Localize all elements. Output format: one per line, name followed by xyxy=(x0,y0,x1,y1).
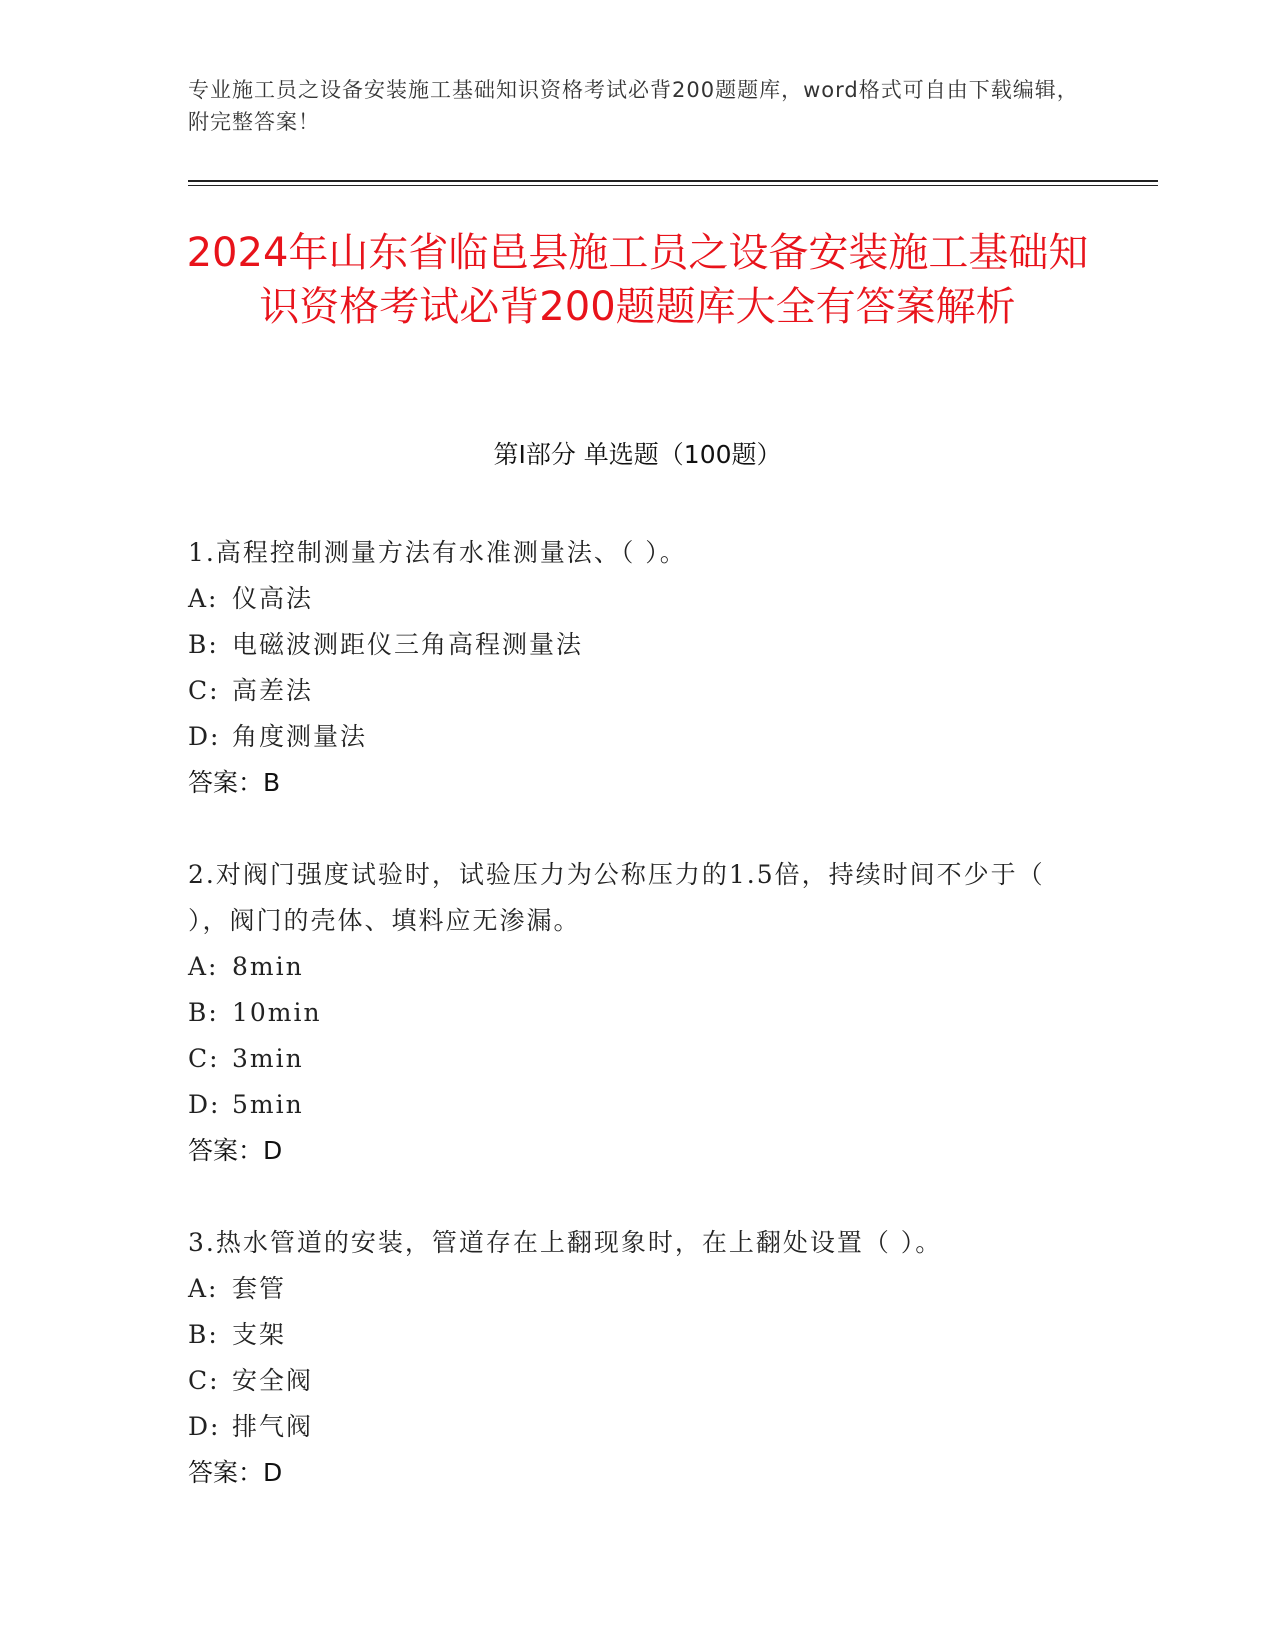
document-header-note: 专业施工员之设备安装施工基础知识资格考试必背200题题库，word格式可自由下载编辑，附完整答案！ xyxy=(188,78,1079,134)
option-b xyxy=(188,990,1088,1036)
answer-line: 答案：D xyxy=(188,1458,283,1487)
question-list xyxy=(188,530,1088,1496)
question-spacer xyxy=(188,806,1088,852)
header-divider-thick xyxy=(188,180,1158,182)
option-letter: A: xyxy=(188,584,219,613)
answer-line: 答案：B xyxy=(188,768,281,797)
option-a xyxy=(188,1266,1088,1312)
option-letter: B: xyxy=(188,630,219,659)
option-text: 套管 xyxy=(232,1274,287,1303)
option-a xyxy=(188,576,1088,622)
question-stem: 3.热水管道的安装，管道存在上翻现象时，在上翻处设置（ ）。 xyxy=(188,1228,943,1257)
option-d xyxy=(188,1404,1088,1450)
header-divider-thin xyxy=(188,185,1158,186)
option-a xyxy=(188,944,1088,990)
option-d xyxy=(188,714,1088,760)
question-spacer xyxy=(188,1174,1088,1220)
option-text: 支架 xyxy=(232,1320,287,1349)
option-letter: C: xyxy=(188,676,220,705)
option-text: 高差法 xyxy=(232,676,314,705)
section-heading: 第I部分 单选题（100题） xyxy=(493,440,782,469)
question-3 xyxy=(188,1220,1088,1496)
option-text: 8min xyxy=(232,952,304,981)
option-text: 排气阀 xyxy=(232,1412,314,1441)
answer-line: 答案：D xyxy=(188,1136,283,1165)
question-1 xyxy=(188,530,1088,806)
option-letter: A: xyxy=(188,952,219,981)
option-text: 5min xyxy=(232,1090,304,1119)
option-text: 3min xyxy=(232,1044,304,1073)
option-letter: C: xyxy=(188,1044,220,1073)
question-stem: 1.高程控制测量方法有水准测量法、（ ）。 xyxy=(188,538,687,567)
option-b xyxy=(188,1312,1088,1358)
option-c xyxy=(188,1036,1088,1082)
option-text: 角度测量法 xyxy=(232,722,368,751)
option-letter: D: xyxy=(188,1412,221,1441)
option-b xyxy=(188,622,1088,668)
option-letter: B: xyxy=(188,998,219,1027)
option-letter: C: xyxy=(188,1366,220,1395)
option-c xyxy=(188,668,1088,714)
option-text: 10min xyxy=(232,998,322,1027)
option-letter: D: xyxy=(188,1090,221,1119)
option-c xyxy=(188,1358,1088,1404)
option-text: 安全阀 xyxy=(232,1366,314,1395)
option-text: 电磁波测距仪三角高程测量法 xyxy=(232,630,584,659)
question-2 xyxy=(188,852,1088,1174)
option-text: 仪高法 xyxy=(232,584,314,613)
option-letter: D: xyxy=(188,722,221,751)
option-letter: B: xyxy=(188,1320,219,1349)
option-letter: A: xyxy=(188,1274,219,1303)
question-stem: 2.对阀门强度试验时，试验压力为公称压力的1.5倍，持续时间不少于（ ），阀门的壳体、填料应无渗漏。 xyxy=(188,860,1045,935)
option-d xyxy=(188,1082,1088,1128)
document-title: 2024年山东省临邑县施工员之设备安装施工基础知识资格考试必背200题题库大全有答案解析 xyxy=(186,230,1089,330)
